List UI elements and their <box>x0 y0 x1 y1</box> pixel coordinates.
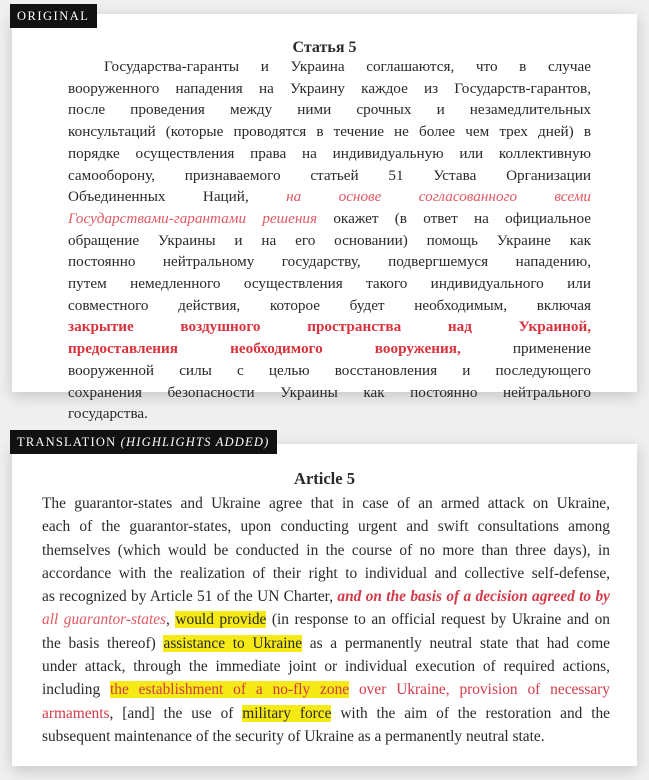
highlighted-text: military force <box>242 704 332 722</box>
text-line <box>68 251 591 273</box>
text-line <box>42 608 610 631</box>
text-segment: each of the guarantor-states, upon conducting urgent and swift consultations among <box>42 518 610 536</box>
text-segment: совместного действия, которое будет необходимым, включая <box>68 296 591 314</box>
highlighted-text: would provide <box>175 611 267 629</box>
text-line <box>42 632 610 655</box>
text-segment: The guarantor-states and Ukraine agree that in case of an armed attack on Ukraine, <box>42 495 610 512</box>
text-line <box>68 99 591 121</box>
text-line <box>42 655 610 678</box>
text-segment: the basis thereof) <box>42 634 164 652</box>
emphasized-text: armaments <box>42 704 110 722</box>
text-line <box>68 121 591 143</box>
highlighted-text: the establishment of a no-fly zone <box>110 681 350 699</box>
text-line <box>42 515 610 538</box>
emphasized-text: на основе согласованного всеми <box>286 188 591 206</box>
original-document-card <box>12 14 637 423</box>
text-line <box>68 230 591 252</box>
text-segment: (in response to an official request by Ukraine and on <box>266 611 610 629</box>
text-segment: , <box>166 611 176 629</box>
text-segment: сохранения безопасности Украины как постоянно нейтрального <box>68 383 591 401</box>
emphasized-text: закрытие воздушного пространства над Украиной, <box>68 318 591 336</box>
text-line <box>68 403 591 425</box>
text-segment: accordance with the realization of their right to individual and collective self-defense, <box>42 564 610 582</box>
text-line <box>68 186 591 208</box>
text-segment: консультаций (которые проводятся в течение не более чем трех дней) в <box>68 123 591 141</box>
text-segment: применение <box>460 340 591 358</box>
text-segment: with the aim of the restoration and the <box>331 704 611 722</box>
text-line <box>68 165 591 187</box>
original-article-body <box>68 56 591 425</box>
translation-article-body <box>42 492 610 748</box>
text-line <box>42 492 610 515</box>
emphasized-text: Государствами-гарантами решения <box>68 209 318 227</box>
highlighted-text: assistance to Ukraine <box>163 634 303 652</box>
text-line <box>42 678 610 701</box>
text-line <box>68 295 591 317</box>
translation-label-text: TRANSLATION <box>17 435 121 449</box>
text-segment: вооруженного нападения на Украину каждое из Государств-гарантов, <box>68 79 591 97</box>
text-segment: as a permanently neutral state that had come <box>302 634 610 652</box>
emphasized-text: all guarantor-states <box>42 611 167 629</box>
emphasized-text: предоставления необходимого вооружения, <box>68 340 461 358</box>
text-line <box>42 585 610 608</box>
text-line <box>68 143 591 165</box>
text-line <box>42 702 610 725</box>
text-line <box>68 78 591 100</box>
translation-article-title: Article 5 <box>294 469 355 488</box>
text-segment: окажет (в ответ на официальное <box>317 209 591 227</box>
text-line <box>42 725 610 748</box>
original-section-label: ORIGINAL <box>10 4 97 28</box>
translation-label-note: (HIGHLIGHTS ADDED) <box>120 435 270 449</box>
text-segment: themselves (which would be conducted in the course of no more than three days), in <box>42 541 610 559</box>
translation-document-card <box>12 444 637 766</box>
text-segment: , [and] the use of <box>109 704 243 722</box>
text-segment: Государства-гаранты и Украина соглашаются, что в случае <box>104 58 591 75</box>
text-line <box>68 338 591 360</box>
text-segment: путем немедленного осуществления такого индивидуального или <box>68 275 591 293</box>
text-segment: после проведения между ними срочных и незамедлительных <box>68 101 591 119</box>
text-segment: including <box>42 681 111 699</box>
emphasized-text: over Ukraine, provision of necessary <box>349 681 610 699</box>
text-line <box>68 56 591 78</box>
text-segment: as recognized by Article 51 of the UN Charter, <box>42 588 338 606</box>
text-segment: вооруженной силы с целью восстановления и последующего <box>68 361 591 379</box>
text-segment: Объединенных Наций, <box>68 188 287 206</box>
text-segment: subsequent maintenance of the security of Ukraine as a permanently neutral state. <box>42 727 545 745</box>
text-segment: постоянно нейтральному государству, подвергшемуся нападению, <box>68 253 591 271</box>
text-line <box>68 360 591 382</box>
text-line <box>68 273 591 295</box>
text-segment: государства. <box>68 405 148 423</box>
text-segment: обращение Украины и на его основании) помощь Украине как <box>68 231 591 249</box>
text-segment: самооборону, признаваемого статьей 51 Устава Организации <box>68 166 591 184</box>
text-line <box>68 208 591 230</box>
translation-section-label <box>10 430 277 454</box>
emphasized-text: and on the basis of a decision agreed to by <box>337 588 610 606</box>
text-line <box>42 562 610 585</box>
text-line <box>42 539 610 562</box>
text-segment: under attack, through the immediate joint or individual execution of required actions, <box>42 658 610 676</box>
original-article-title: Статья 5 <box>292 39 357 56</box>
text-line <box>68 316 591 338</box>
text-line <box>68 382 591 404</box>
text-segment: порядке осуществления права на индивидуальную или коллективную <box>68 144 591 162</box>
